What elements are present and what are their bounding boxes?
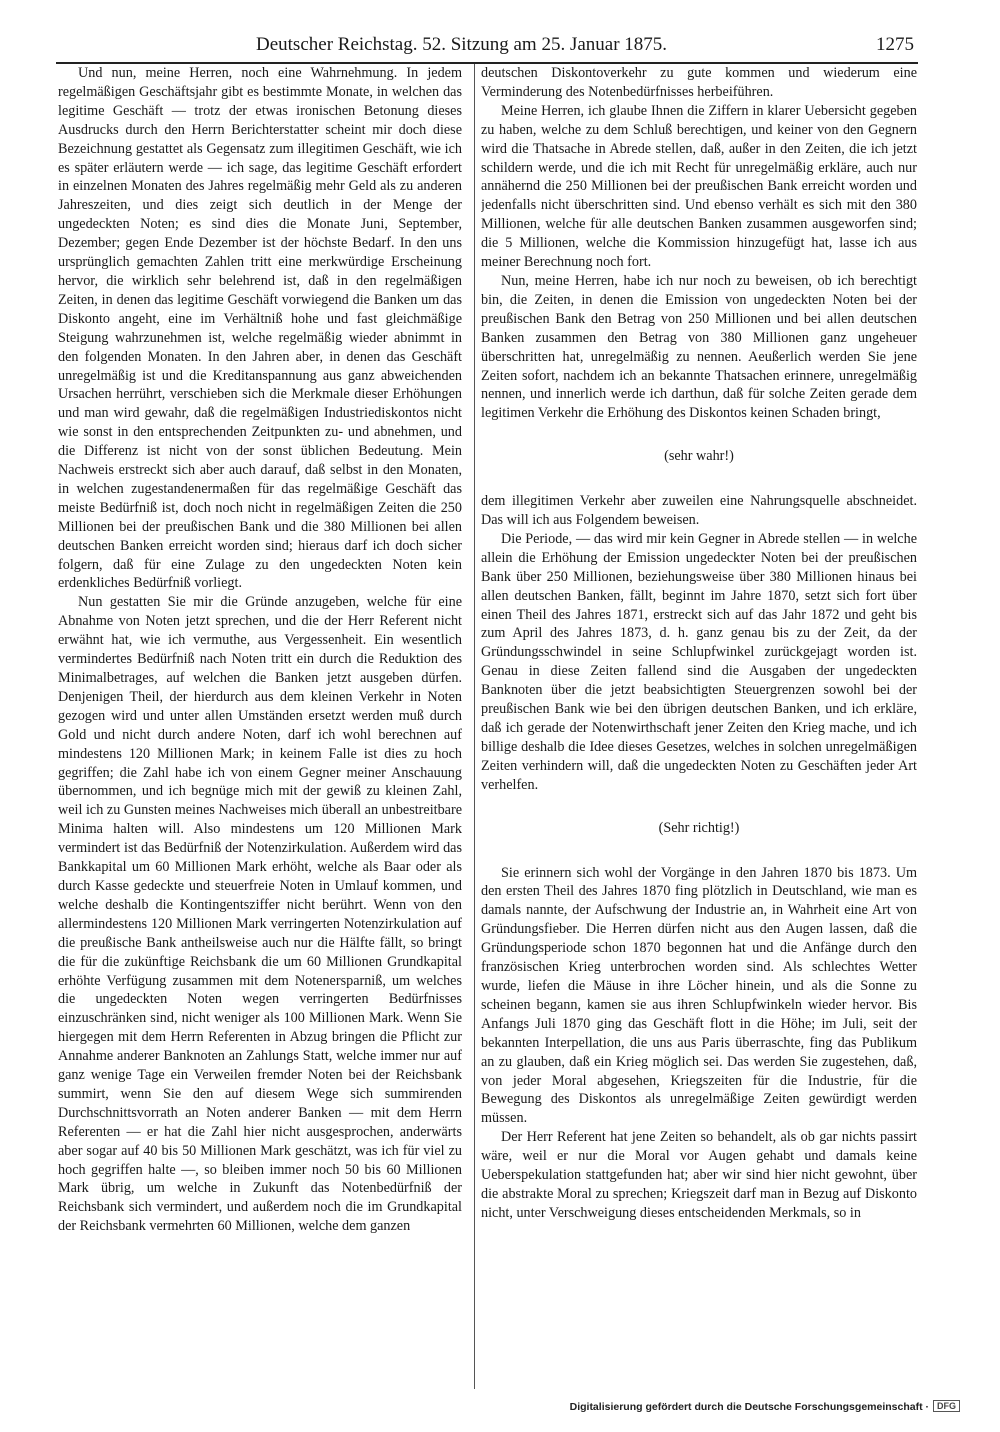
paragraph: deutschen Diskontoverkehr zu gute kommen und wiederum eine Verminderung des Notenbedürfnisses herbeiführen. — [481, 65, 917, 100]
interjection: (Sehr richtig!) — [658, 819, 740, 836]
footer-text: Digitalisierung gefördert durch die Deutsche Forschungsgemeinschaft · — [569, 1401, 929, 1413]
paragraph: dem illegitimen Verkehr aber zuweilen eine Nahrungsquelle abschneidet. Das will ich aus Folgendem beweisen. — [481, 493, 917, 529]
page-header — [56, 32, 914, 62]
paragraph: Nun, meine Herren, habe ich nur noch zu beweisen, ob ich berechtigt bin, die Zeiten, in denen die Emission von ungedeckten Noten bei der preußischen Bank den Betrag von 250 Millionen und bei allen deutschen Banken zusammen den Betrag von 380 Millionen ganz ungeheuer überschritten hat, unregelmäßig zu nennen. Aeußerlich werden Sie jene Zeiten sofort, nachdem ich an bekannte Thatsachen erinnere, unregelmäßig nennen, und innerlich werde ich darthun, daß für solche Zeiten gerade dem legitimen Verkehr die Erhöhung des Diskontos keinen Schaden bringt, — [481, 272, 917, 422]
paragraph: Die Periode, — das wird mir kein Gegner in Abrede stellen — in welche allein die Erhöhung der Emission ungedeckter Noten bei der preußischen Bank über 250 Millionen, beziehungsweise über 380 Millionen hinaus bei allen deutschen Banken, fällt, beginnt im Jahre 1870, setzt sich fort über einen Theil des Jahres 1871, erstreckt sich auf das Jahr 1872 und geht bis zum April des Jahres 1873, d. h. ganz genau bis zu der Zeit, da der Gründungsschwindel in seine Schlupfwinkel zurückgejagt worden ist. Genau in diese Zeiten fallend sind die Ausgaben der ungedeckten Banknoten über die jetzt beabsichtigten Steuergrenzen sowohl bei der preußischen Bank wie bei den übrigen deutschen Banken, und ich erkläre, daß ich gerade der Notenwirthschaft jener Zeiten den Krieg mache, und ich billige deshalb die Idee dieses Gesetzes, welches in solchen unregelmäßigen Zeiten verhindern will, daß die ungedeckten Noten zu Geschäften jeder Art verhelfen. — [481, 530, 917, 793]
footer-credit — [570, 1400, 960, 1413]
paragraph: Sie erinnern sich wohl der Vorgänge in den Jahren 1870 bis 1873. Um den ersten Theil des Jahres 1870 fing plötzlich in Deutschland, wie man es damals nannte, der Aufschwung der Industrie an, in Wahrheit eine Art von Gründungsfieber. Die Herren dürfen nicht aus den Augen lassen, daß die Gründungsperiode schon 1870 begonnen hat und die Anfänge durch den französischen Krieg unterbrochen worden sind. Als schlechtes Wetter wurde, liefen die Mäuse in ihre Löcher hinein, und als die Sonne zu scheinen begann, kamen sie aus ihren Schlupfwinkeln wieder hervor. Bis Anfangs Juli 1870 ging das Geschäft flott in die Höhe; im Juli, seit der bekannten Interpellation, die uns aus Paris überraschte, fing das Publikum an zu glauben, daß ein Krieg möglich sei. Das werden Sie zugestehen, daß, von jeder Moral abgesehen, Kriegszeiten für die Industrie, für die Bewegung des Diskontos als unregelmäßige Zeiten gewürdigt werden müssen. — [481, 864, 917, 1127]
column-divider — [474, 64, 475, 1389]
paragraph: Der Herr Referent hat jene Zeiten so behandelt, als ob gar nichts passirt wäre, weil er nur die Moral vor Augen gehabt und damals keine Ueberspekulation stattgefunden hat; aber wir sind hier nicht gewohnt, über die abstrakte Moral zu sprechen; Kriegszeit darf man in Bezug auf Diskonto nicht, unter Verschweigung dieses entscheidenden Merkmals, so in — [481, 1129, 917, 1221]
right-column — [481, 64, 917, 1389]
interjection: (sehr wahr!) — [664, 448, 734, 465]
dfg-logo: DFG — [933, 1400, 960, 1412]
running-title: Deutscher Reichstag. 52. Sitzung am 25. Januar 1875. — [256, 34, 668, 55]
paragraph: Nun gestatten Sie mir die Gründe anzugeben, welche für eine Abnahme von Noten jetzt sprechen, und die der Herr Referent nicht erwähnt hat, wie ich vermuthe, aus Vergessenheit. Ein wesentlich vermindertes Bedürfniß nach Noten tritt ein durch die Reduktion des Minimalbetrages, auf welchen die Banken jetzt ausgeben dürfen. Denjenigen Theil, der hierdurch aus dem kleinen Verkehr in Noten gezogen wird und unter allen Umständen ersetzt werden muß durch Gold und nicht durch andere Noten, darf ich wohl berechnen auf mindestens 120 Millionen Mark; in keinem Falle ist dies zu hoch gegriffen; die Zahl habe ich von einem Gegner meiner Anschauung übernommen, und ich begnüge mich mit der gewiß zu kleinen Zahl, weil ich zu Gunsten meines Nachweises mich überall an unbestreitbare Minima halten will. Also mindestens um 120 Millionen Mark vermindert ist das Bedürfniß der Notenzirkulation. Außerdem wird das Bankkapital um 60 Millionen Mark erhöht, welche als Baar oder als durch Kasse gedeckte und steuerfreie Noten in Umlauf kommen, und welche deshalb die Kontingentsziffer nicht berührt. Wenn von den allermindestens 120 Millionen Mark verringerten Notenzirkulation auf die preußische Bank antheilsweise auch nur die Hälfte fällt, so bringt die für die zukünftige Reichsbank die um 60 Millionen Grundkapital erhöhte Verfügung zusammen mit dem Notenersparniß, um welches die ungedeckten Noten wegen verringerten Bedürfnisses einzuschränken sind, nicht weniger als 100 Millionen Mark. Wenn Sie hiergegen mit dem Herrn Referenten in Abzug bringen die Pflicht zur Annahme anderer Banknoten an Zahlungs Statt, welche immer nur auf ganz wenige Tage ein Verweilen fremder Noten bei der Reichsbank summirt, wenn Sie den auf diesem Wege sich summirenden Durchschnittsvorrath an Noten anderer Banken — mit dem Herrn Referenten — er hat die Zahl hier nicht ausgesprochen, anderwärts aber sogar auf 40 bis 50 Millionen Mark geschätzt, was ich für viel zu hoch gegriffen halte —, so bleiben immer noch 50 bis 60 Millionen Mark übrig, um welche in Zukunft das Notenbedürfniß der Reichsbank sich vermindert, und außerdem noch die im Grundkapital der Reichsbank vermehrten 60 Millionen, welche dem ganzen — [58, 594, 462, 1235]
left-column — [58, 64, 462, 1389]
paragraph: Meine Herren, ich glaube Ihnen die Ziffern in klarer Uebersicht gegeben zu haben, welche zu dem Schluß berechtigen, und keiner von den Gegnern wird die Thatsache in Abrede stellen, daß, außer in den Zeiten, die ich jetzt schildern werde, und die ich mit Recht für unregelmäßig erkläre, auch nur annähernd die 250 Millionen bei der preußischen Bank erreicht worden und jedenfalls nicht überschritten sind. Und ebenso verhält es sich mit den 380 Millionen, welche für alle deutschen Banken zusammen ausgeworfen sind; die 5 Millionen, welche die Kommission hinzugefügt hat, lasse ich aus meiner Berechnung noch fort. — [481, 102, 917, 271]
page-number: 1275 — [876, 34, 914, 55]
paragraph: Und nun, meine Herren, noch eine Wahrnehmung. In jedem regelmäßigen Geschäftsjahr gibt es bestimmte Monate, in welchen das legitime Geschäft — trotz der etwas ironischen Betonung dieses Ausdrucks durch den Herrn Berichterstatter scheint mir doch diese Bezeichnung gestattet als Gegensatz zum illegitimen Geschäft, wie ich es später erläutern werde — ich sage, das legitime Geschäft erfordert in einzelnen Monaten des Jahres regelmäßig mehr Geld als zu anderen Jahreszeiten, und dies zeigt sich deutlich in der Menge der ungedeckten Noten; es sind dies die Monate Juni, September, Dezember; gegen Ende Dezember ist der höchste Bedarf. In den uns ursprünglich gemachten Zahlen tritt eine merkwürdige Erscheinung hervor, die wirklich sehr belehrend ist, daß in den regelmäßigen Zeiten, in denen das legitime Geschäft vorwiegend die Banken um das Diskonto angeht, eine im Verhältniß hohe und fast gleichmäßige Steigung wahrzunehmen ist, welche regelmäßig wieder abnimmt in den folgenden Monaten. In den Jahren aber, in denen das Geschäft unregelmäßig ist und die Kreditanspannung aus ganz abweichenden Ursachen herrührt, verschieben sich die Merkmale dieser Erhöhungen und man wird gewahr, daß die regelmäßigen Industriediskontos nicht wie sonst in den entsprechenden Zeitpunkten zu- und abnehmen, und die Differenz ist nicht von der sonst üblichen Bedeutung. Mein Nachweis erstreckt sich aber auch darauf, daß selbst in den Monaten, in welchen zugestandenermaßen für das regelmäßige Geschäft das meiste Bedürfniß ist, doch noch nicht in regelmäßigen Zeiten die 250 Millionen bei der preußischen Bank und die 380 Millionen bei allen deutschen Banken erreicht worden sind; hieraus darf ich doch sicher folgern, daß für eine Zulage zu den ungedeckten Noten kein erdenkliches Bedürfniß vorliegt. — [58, 65, 462, 592]
